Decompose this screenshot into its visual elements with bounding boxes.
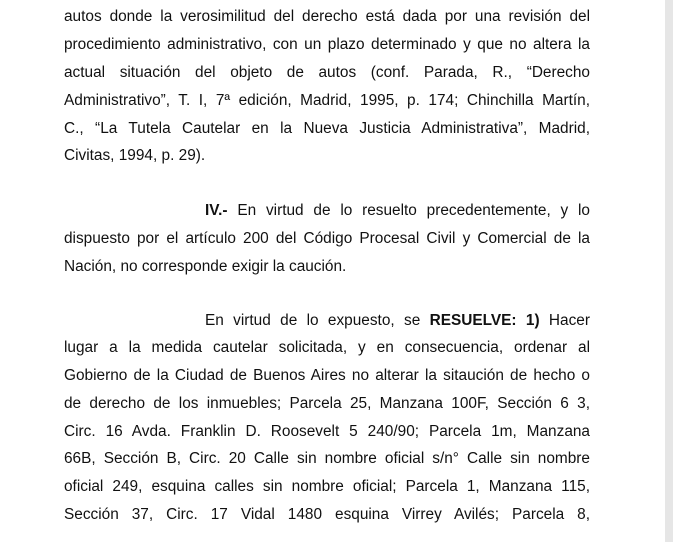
- p1-line-4: Administrativo”, T. I, 7ª edición, Madrid, 1995, p. 174; Chinchilla Martín,: [64, 92, 590, 109]
- p2-line-1: [205, 201, 590, 221]
- p3-line-4: de derecho de los inmuebles; Parcela 25, Manzana 100F, Sección 6 3,: [64, 395, 590, 412]
- p1-line-3: actual situación del objeto de autos (conf. Parada, R., “Derecho: [64, 64, 590, 81]
- section-heading-iv: IV.-: [205, 202, 228, 219]
- p3-line-6: 66B, Sección B, Circ. 20 Calle sin nombre oficial s/n° Calle sin nombre: [64, 450, 590, 467]
- p3-line-3: Gobierno de la Ciudad de Buenos Aires no alterar la sitaución de hecho o: [64, 367, 590, 384]
- p2-line-1-text: En virtud de lo resuelto precedentemente, y lo: [227, 202, 590, 219]
- page-edge: [665, 0, 673, 542]
- p3-line-5: Circ. 16 Avda. Franklin D. Roosevelt 5 240/90; Parcela 1m, Manzana: [64, 423, 590, 440]
- resolve-keyword: RESUELVE: 1): [429, 312, 540, 329]
- p2-line-2: dispuesto por el artículo 200 del Código Procesal Civil y Comercial de la: [64, 230, 590, 247]
- p1-line-5: C., “La Tutela Cautelar en la Nueva Justicia Administrativa”, Madrid,: [64, 120, 590, 137]
- p3-line-1-start: En virtud de lo expuesto, se: [205, 312, 430, 329]
- p2-line-3: Nación, no corresponde exigir la caución.: [64, 258, 347, 275]
- p1-line-2: procedimiento administrativo, con un plazo determinado y que no altera la: [64, 36, 590, 53]
- p1-line-1: autos donde la verosimilitud del derecho está dada por una revisión del: [64, 8, 590, 25]
- p3-line-1: [205, 311, 590, 331]
- p3-line-1-end: Hacer: [539, 312, 590, 329]
- p1-line-6: Civitas, 1994, p. 29).: [64, 147, 206, 164]
- p3-line-2: lugar a la medida cautelar solicitada, y en consecuencia, ordenar al: [64, 339, 590, 356]
- p3-line-7: oficial 249, esquina calles sin nombre oficial; Parcela 1, Manzana 115,: [64, 478, 590, 495]
- p3-line-8: Sección 37, Circ. 17 Vidal 1480 esquina Virrey Avilés; Parcela 8,: [64, 506, 590, 523]
